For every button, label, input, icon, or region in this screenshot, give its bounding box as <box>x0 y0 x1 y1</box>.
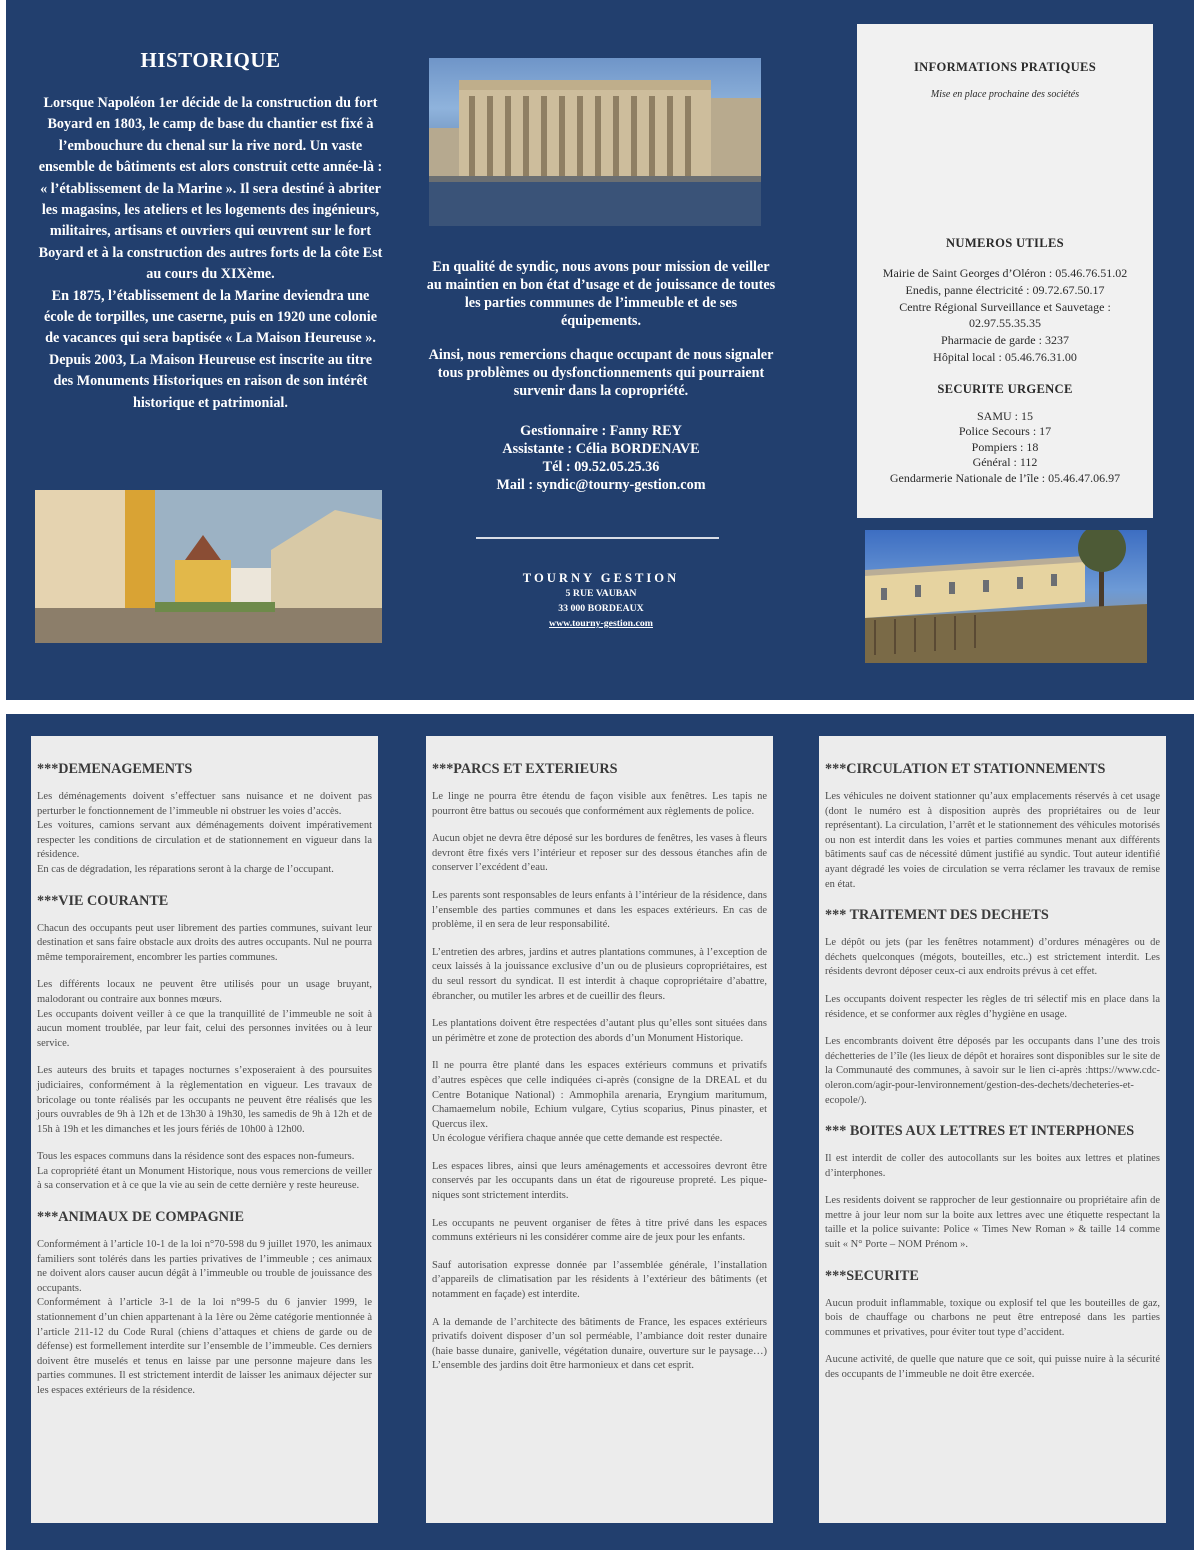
rule-text: Conformément à l’article 10-1 de la loi n°70-598 du 9 juillet 1970, les animaux familiers sont tolérés dans les parties privatives de l’immeuble ; ces animaux ne doivent alors causer aucun dégât à l’immeuble ou trouble de jouissance des occupants. <box>37 1239 372 1294</box>
rule-text: Sauf autorisation expresse donnée par l’assemblée générale, l’installation d’appareils de climatisation par les résidents à l’extérieur des bâtiments (et notamment en façade) est interdite. <box>432 1259 767 1301</box>
rule-text: Les déménagements doivent s’effectuer sans nuisance et ne doivent pas perturber le fonctionnement de l’immeuble ni obstruer les voies d’accès. <box>37 791 372 817</box>
vie-courante-title: ***VIE COURANTE <box>37 892 169 909</box>
brochure-back-sheet <box>6 714 1194 1550</box>
numero-item: Mairie de Saint Georges d’Oléron : 05.46.76.51.02 <box>882 266 1128 280</box>
securite-title: ***SECURITE <box>825 1267 919 1284</box>
gestionnaire-name: Gestionnaire : Fanny REY <box>520 423 682 439</box>
numeros-utiles-title: NUMEROS UTILES <box>946 236 1064 250</box>
rules-panel-left <box>31 736 378 1523</box>
animaux-title: ***ANIMAUX DE COMPAGNIE <box>37 1209 245 1226</box>
rule-text: Les occupants doivent respecter les règles de tri sélectif mis en place dans la résidence, et se conformer aux règles d’hygiène en usage. <box>825 993 1160 1020</box>
parcs-title: ***PARCS ET EXTERIEURS <box>432 761 618 777</box>
historique-paragraph: Depuis 2003, La Maison Heureuse est inscrite au titre des Monuments Historiques en raison de son intérêt historique et patrimonial. <box>48 351 372 411</box>
historique-paragraph: Lorsque Napoléon 1er décide de la construction du fort Boyard en 1803, le camp de base du chantier est fixé à l’embouchure du chenal sur la rive nord. Un vaste ensemble de bâtiments est alors construit cette année-là : « l’établissement de la Marine ». Il sera destiné à abriter les magasins, les ateliers et les logements des ingénieurs, militaires, artisans et ouvriers qui œuvrent sur le fort Boyard et à la construction des autres forts de la côte Est au cours du XIXème. <box>38 95 383 283</box>
syndic-email: Mail : syndic@tourny-gestion.com <box>496 477 706 493</box>
rule-text: Les différents locaux ne peuvent être utilisés pour un usage bruyant, malodorant ou contraire aux bonnes mœurs. <box>37 979 372 1005</box>
maison-heureuse-photo <box>35 490 382 643</box>
longere-photo <box>865 530 1147 663</box>
numero-item: Centre Régional Surveillance et Sauvetage : <box>899 299 1111 314</box>
company-block <box>426 570 776 631</box>
rule-text: Les auteurs des bruits et tapages nocturnes s’exposeraient à des poursuites judiciaires, conformément à la règlementation en vigueur. Les travaux de bricolage ou tonte réalisés par les occupants ne peuvent être réalisés que les jours ouvrables de 9h à 12h et de 13h30 à 19h30, les samedis de 9h à 12h et de 15h à 19h et les dimanches et les jours fériés de 10h00 à 12h00. <box>37 1065 372 1135</box>
syndic-mission-text: En qualité de syndic, nous avons pour mission de veiller au maintien en bon état d’usage et de jouissance de toutes les parties communes de l’immeuble et de ses équipements. <box>426 259 776 329</box>
securite-urgence-title: SECURITE URGENCE <box>937 381 1073 396</box>
rule-text: En cas de dégradation, les réparations seront à la charge de l’occupant. <box>37 863 334 875</box>
securite-urgence-list <box>857 409 1153 487</box>
rule-text: Tous les espaces communs dans la résidence sont des espaces non-fumeurs. <box>37 1151 355 1163</box>
rule-text: A la demande de l’architecte des bâtiments de France, les espaces extérieurs privatifs doivent disposer d’un sol perméable, l’ambiance doit rester dunaire (haie basse dunaire, ganivelle, végétation dunaire, ouverture sur le paysage…) L’ensemble des jardins doit être harmonieux et dans cet esprit. <box>432 1316 767 1372</box>
rule-text: Aucune activité, de quelle que nature que ce soit, qui puisse nuire à la sécurité des occupants de l’immeuble ne doit être exercée. <box>825 1354 1160 1381</box>
numeros-utiles-list <box>857 265 1153 366</box>
dechets-title: *** TRAITEMENT DES DECHETS <box>825 907 1049 924</box>
urgence-item: Général : 112 <box>972 455 1038 470</box>
company-street: 5 RUE VAUBAN <box>565 588 637 599</box>
urgence-item: Gendarmerie Nationale de l’île : 05.46.47.06.97 <box>889 470 1121 485</box>
rule-text: Le dépôt ou jets (par les fenêtres notamment) d’ordures ménagères ou de déchets quelconques (mégots, bouteilles, etc..) est strictement interdit. Les résidents devront déposer ceux-ci aux endroits prévus à cet effet. <box>825 937 1160 978</box>
numero-item: Enedis, panne électricité : 09.72.67.50.17 <box>905 282 1105 297</box>
numero-item: Pharmacie de garde : 3237 <box>941 333 1069 348</box>
rule-text: Les parents sont responsables de leurs enfants à l’intérieur de la résidence, dans l’ensemble des parties communes et dans les espaces extérieurs. En cas de problème, il en sera de leur responsabilité. <box>432 889 767 931</box>
informations-pratiques-panel <box>857 24 1153 518</box>
numero-item: Hôpital local : 05.46.76.31.00 <box>933 349 1077 364</box>
rules-panel-right <box>819 736 1166 1523</box>
rule-text: Il est interdit de coller des autocollants sur les boites aux lettres et platines d’interphones. <box>825 1153 1160 1179</box>
syndic-phone: Tél : 09.52.05.25.36 <box>542 459 660 475</box>
rule-text: Aucun objet ne devra être déposé sur les bordures de fenêtres, les vases à fleurs devront être fixés vers l’intérieur et reposer sur des dessous étanches afin de conserver l’excédent d’eau. <box>432 833 767 874</box>
rule-text: Aucun produit inflammable, toxique ou explosif tel que les bouteilles de gaz, bois de chauffage ou charbons ne peut être entreposé dans les parties communes et privatives, pour éviter tout type d’accident. <box>825 1297 1160 1338</box>
rule-text: Conformément à l’article 3-1 de la loi n°99-5 du 6 janvier 1999, le stationnement d’un chien appartenant à la 1ère ou 2ème catégorie mentionnée à l’article 211-12 du Code Rural (chiens d’attaques et chiens de garde ou de défense) est formellement interdite sur l’ensemble de l’immeuble. Ces derniers doivent être muselés et tenus en laisse par une personne majeure dans les parties communes. Il est strictement interdit de laisser les animaux déjecter sur les espaces extérieurs de la résidence. <box>37 1297 372 1396</box>
demenagements-title: ***DEMENAGEMENTS <box>37 761 193 777</box>
company-name: TOURNY GESTION <box>522 571 680 585</box>
company-website-link[interactable]: www.tourny-gestion.com <box>549 618 653 629</box>
syndic-mission <box>426 258 776 400</box>
rule-text: Les espaces libres, ainsi que leurs aménagements et accessoires devront être conservés par les occupants dans un état de rigoureuse propreté. Les pique-niques sont strictement interdits. <box>432 1160 767 1202</box>
rule-text: Les plantations doivent être respectées d’autant plus qu’elles sont situées dans un périmètre et zone de protection des abords d’un Monument Historique. <box>432 1018 767 1044</box>
rule-text: Les occupants ne peuvent organiser de fêtes à titre privé dans les espaces communs extérieurs ni les considérer comme aire de jeux pour les enfants. <box>432 1217 767 1244</box>
rule-text: Les encombrants doivent être déposés par les occupants dans l’une des trois déchetteries de l’île (les lieux de dépôt et horaires sont disponibles sur le site de la Communauté des communes, à savoir sur le lien ci-après :https://www.cdc-oleron.com/agir-pour-lenvironnement/gestion-des-dechets/decheteries-et-ecopole/). <box>825 1036 1160 1106</box>
rule-text: Chacun des occupants peut user librement des parties communes, suivant leur destination et sans faire obstacle aux droits des autres occupants. Nul ne pourra même temporairement, encombrer les parties communes. <box>37 922 372 963</box>
rule-text: Les residents doivent se rapprocher de leur gestionnaire ou propriétaire afin de mettre à jour leur nom sur la boite aux lettres avec une étiquette respectant la taille et la police suivante: Police « Times New Roman » & taille 14 comme suit « N° Porte – NOM Prénom ». <box>825 1195 1160 1251</box>
rules-panel-middle <box>426 736 773 1523</box>
brochure-front-sheet <box>6 0 1194 700</box>
divider-line <box>476 537 719 539</box>
syndic-contacts <box>426 422 776 494</box>
theatre-photo <box>429 58 761 226</box>
historique-title: HISTORIQUE <box>140 48 281 72</box>
boites-title: *** BOITES AUX LETTRES ET INTERPHONES <box>825 1123 1135 1140</box>
company-city: 33 000 BORDEAUX <box>558 603 644 614</box>
assistante-name: Assistante : Célia BORDENAVE <box>502 441 700 457</box>
urgence-item: SAMU : 15 <box>976 408 1033 423</box>
numero-item: 02.97.55.35.35 <box>969 316 1041 331</box>
rule-text: L’entretien des arbres, jardins et autres plantations communes, à l’exception de ceux laissés à la jouissance exclusive d’un ou de plusieurs copropriétaires, est du seul ressort du syndicat. Il est interdit à chaque copropriétaire d’abattre, ébrancher, ou mutiler les arbres et de cueillir des fleurs. <box>432 946 767 1002</box>
info-title: INFORMATIONS PRATIQUES <box>913 60 1097 74</box>
syndic-report-text: Ainsi, nous remercions chaque occupant de nous signaler tous problèmes ou dysfonctionnements qui pourraient survenir dans la copropriété. <box>428 347 774 399</box>
rule-text: Les voitures, camions servant aux déménagements doivent impérativement respecter les conditions de circulation et de stationnement en vigueur dans la résidence. <box>37 820 372 861</box>
info-note: Mise en place prochaine des sociétés <box>930 89 1080 100</box>
historique-paragraph: En 1875, l’établissement de la Marine deviendra une école de torpilles, une caserne, puis en 1920 une colonie de vacances qui sera baptisée « La Maison Heureuse ». <box>44 287 377 347</box>
rule-text: La copropriété étant un Monument Historique, nous vous remercions de veiller à sa conservation et à ce que la vie au sein de cette dernière y reste heureuse. <box>37 1165 372 1192</box>
rule-text: Il ne pourra être planté dans les espaces extérieurs communs et privatifs d’autres espèces que celle indiquées ci-après (consigne de la DREAL et du Centre Botanique National) : Ammophila arenaria, Eryngium maritumum, Chamaemelum nobile, Echium vulgare, Cytius scoparius, Pinus pinaster, et Quercus ilex. <box>432 1060 767 1130</box>
rule-text: Le linge ne pourra être étendu de façon visible aux fenêtres. Les tapis ne pourront être battus ou secoués que conformément aux règlements de police. <box>432 791 767 817</box>
circulation-title: ***CIRCULATION ET STATIONNEMENTS <box>825 761 1106 777</box>
rule-text: Un écologue vérifiera chaque année que cette demande est respectée. <box>432 1133 723 1145</box>
rule-text: Les véhicules ne doivent stationner qu’aux emplacements réservés à cet usage (dont le numéro est à disposition auprès des propriétaires ou de leur représentant). La circulation, l’arrêt et le stationnement des véhicules motorisés ou non est interdit dans les voies et parties communes menant aux différents bâtiments sauf cas de nécessité dûment justifié au syndic. Tout auteur identifié ayant dégradé les voies de circulation se verra réclamer les travaux de remise en état. <box>825 791 1160 890</box>
historique-section <box>38 48 383 414</box>
urgence-item: Pompiers : 18 <box>971 439 1039 454</box>
urgence-item: Police Secours : 17 <box>958 424 1052 439</box>
rule-text: Les occupants doivent veiller à ce que la tranquillité de l’immeuble ne soit à aucun moment troublée, par leur fait, celui des personnes invitées ou à leur service. <box>37 1008 372 1049</box>
